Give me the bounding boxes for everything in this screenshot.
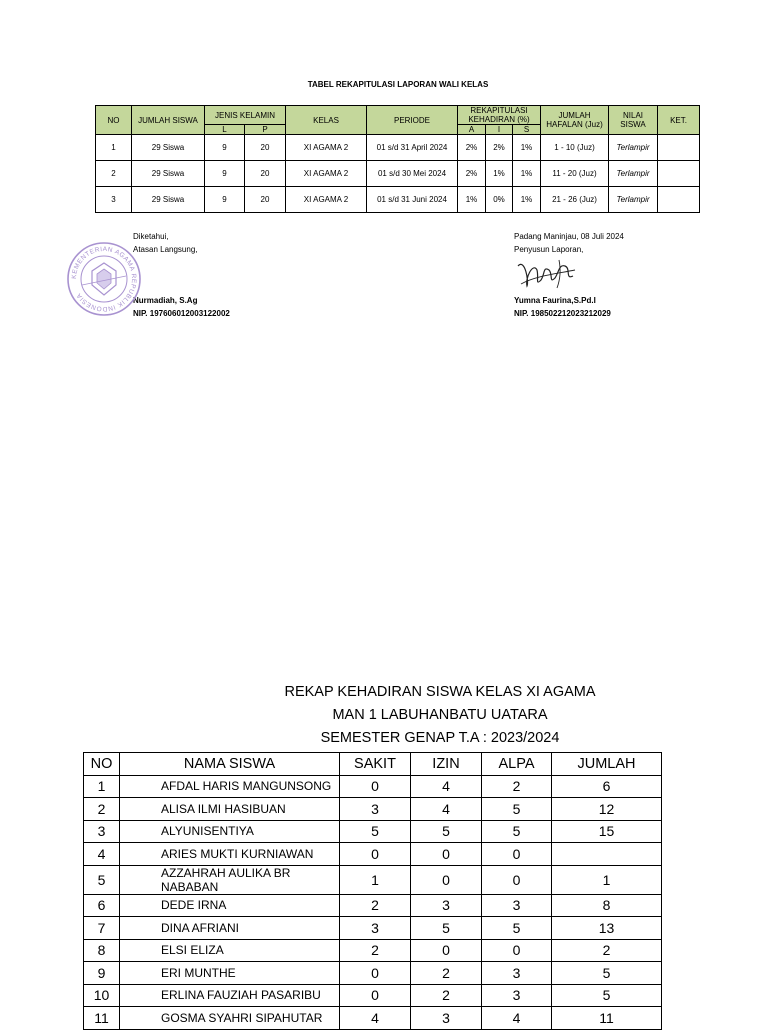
table-row [84, 984, 662, 1007]
col-s: S [513, 125, 541, 135]
att-cell-alpa: 5 [482, 798, 552, 821]
att-cell-jumlah: 5 [552, 984, 662, 1007]
table-row [84, 843, 662, 866]
col-p: P [245, 125, 286, 135]
left-sig-nip: NIP. 197606012003122002 [133, 308, 230, 318]
col-jenis-kelamin: JENIS KELAMIN [205, 106, 286, 125]
col-hafalan [541, 106, 609, 135]
att-cell-no: 5 [84, 865, 120, 894]
recap-row [96, 161, 700, 187]
att-cell-no: 10 [84, 984, 120, 1007]
recap-cell-jumlah: 29 Siswa [132, 135, 205, 161]
recap-cell-ket [658, 187, 700, 213]
left-signature-block [133, 231, 198, 256]
recap-cell-nilai: Terlampir [609, 161, 658, 187]
recap-cell-periode: 01 s/d 30 Mei 2024 [367, 161, 458, 187]
hafalan-line1: JUMLAH [558, 111, 591, 120]
att-cell-nama: ALYUNISENTIYA [120, 820, 340, 843]
right-sig-nip: NIP. 198502212023212029 [514, 308, 611, 318]
att-cell-izin: 4 [411, 798, 482, 821]
att-cell-alpa: 5 [482, 820, 552, 843]
col-nilai [609, 106, 658, 135]
att-cell-izin: 3 [411, 1007, 482, 1030]
att-cell-izin: 4 [411, 775, 482, 798]
col-ket: KET. [658, 106, 700, 135]
left-signer [133, 295, 230, 320]
recap-cell-l: 9 [205, 135, 245, 161]
att-cell-nama: ELSI ELIZA [120, 939, 340, 962]
att-col-alpa: ALPA [482, 753, 552, 776]
recap-cell-no: 1 [96, 135, 132, 161]
handwritten-signature-icon [515, 256, 577, 290]
col-l: L [205, 125, 245, 135]
recap-cell-kelas: XI AGAMA 2 [286, 161, 367, 187]
left-sig-line2: Atasan Langsung, [133, 244, 198, 254]
att-cell-alpa: 5 [482, 917, 552, 940]
table-row [84, 939, 662, 962]
att-cell-izin: 5 [411, 917, 482, 940]
att-cell-izin: 0 [411, 939, 482, 962]
recap-cell-kelas: XI AGAMA 2 [286, 135, 367, 161]
att-cell-nama: ERLINA FAUZIAH PASARIBU [120, 984, 340, 1007]
col-kelas: KELAS [286, 106, 367, 135]
attendance-table [83, 752, 662, 1030]
att-cell-no: 6 [84, 894, 120, 917]
recap-cell-a: 1% [458, 187, 486, 213]
recap-cell-a: 2% [458, 135, 486, 161]
recap-cell-nilai: Terlampir [609, 187, 658, 213]
att-cell-jumlah: 6 [552, 775, 662, 798]
att-cell-alpa: 0 [482, 865, 552, 894]
att-cell-alpa: 3 [482, 894, 552, 917]
table-row [84, 775, 662, 798]
recap-cell-p: 20 [245, 161, 286, 187]
att-col-jumlah: JUMLAH [552, 753, 662, 776]
official-stamp-icon [66, 241, 142, 317]
recap-cell-i: 0% [486, 187, 513, 213]
recap-cell-nilai: Terlampir [609, 135, 658, 161]
att-cell-sakit: 1 [340, 865, 411, 894]
att-cell-jumlah [552, 843, 662, 866]
att-col-no: NO [84, 753, 120, 776]
nilai-line2: SISWA [620, 120, 646, 129]
recap-table [95, 105, 700, 213]
att-cell-nama: ALISA ILMI HASIBUAN [120, 798, 340, 821]
recap-cell-jumlah: 29 Siswa [132, 187, 205, 213]
att-cell-sakit: 0 [340, 843, 411, 866]
col-jumlah-siswa: JUMLAH SISWA [132, 106, 205, 135]
recap-cell-p: 20 [245, 187, 286, 213]
att-cell-nama: AZZAHRAH AULIKA BR NABABAN [120, 865, 340, 894]
right-signer [514, 295, 611, 320]
recap-cell-ket [658, 135, 700, 161]
att-cell-alpa: 4 [482, 1007, 552, 1030]
table-row [84, 894, 662, 917]
table-row [84, 865, 662, 894]
recap-cell-hafalan: 11 - 20 (Juz) [541, 161, 609, 187]
recap-cell-i: 2% [486, 135, 513, 161]
att-col-nama: NAMA SISWA [120, 753, 340, 776]
att-cell-alpa: 0 [482, 939, 552, 962]
attendance-title-2: MAN 1 LABUHANBATU UATARA [332, 707, 548, 723]
att-cell-sakit: 3 [340, 798, 411, 821]
recap-cell-ket [658, 161, 700, 187]
table-row [84, 1007, 662, 1030]
recap-cell-hafalan: 1 - 10 (Juz) [541, 135, 609, 161]
att-cell-no: 3 [84, 820, 120, 843]
att-cell-jumlah: 11 [552, 1007, 662, 1030]
recap-cell-s: 1% [513, 187, 541, 213]
col-rekapitulasi [458, 106, 541, 125]
att-cell-izin: 5 [411, 820, 482, 843]
recap-cell-jumlah: 29 Siswa [132, 161, 205, 187]
att-cell-jumlah: 2 [552, 939, 662, 962]
att-cell-alpa: 3 [482, 984, 552, 1007]
report-title: TABEL REKAPITULASI LAPORAN WALI KELAS [307, 80, 489, 89]
table-row [84, 917, 662, 940]
right-sig-name: Yumna Faurina,S.Pd.I [514, 296, 596, 305]
table-row [84, 820, 662, 843]
recap-cell-p: 20 [245, 135, 286, 161]
att-cell-izin: 0 [411, 865, 482, 894]
right-sig-line2: Penyusun Laporan, [514, 244, 584, 254]
att-cell-no: 7 [84, 917, 120, 940]
left-sig-name: Nurmadiah, S.Ag [133, 296, 198, 305]
recap-cell-hafalan: 21 - 26 (Juz) [541, 187, 609, 213]
recap-row [96, 135, 700, 161]
att-cell-jumlah: 15 [552, 820, 662, 843]
recap-cell-a: 2% [458, 161, 486, 187]
att-cell-izin: 2 [411, 984, 482, 1007]
recap-cell-kelas: XI AGAMA 2 [286, 187, 367, 213]
att-cell-sakit: 2 [340, 894, 411, 917]
svg-text:KEMENTERIAN AGAMA REPUBLIK IND: KEMENTERIAN AGAMA REPUBLIK INDONESIA [70, 245, 138, 313]
att-cell-alpa: 0 [482, 843, 552, 866]
att-cell-no: 8 [84, 939, 120, 962]
att-cell-jumlah: 8 [552, 894, 662, 917]
recap-cell-periode: 01 s/d 31 Juni 2024 [367, 187, 458, 213]
att-cell-nama: ERI MUNTHE [120, 962, 340, 985]
att-cell-alpa: 3 [482, 962, 552, 985]
recap-cell-l: 9 [205, 161, 245, 187]
att-cell-sakit: 0 [340, 984, 411, 1007]
att-cell-nama: GOSMA SYAHRI SIPAHUTAR [120, 1007, 340, 1030]
recap-cell-s: 1% [513, 135, 541, 161]
att-cell-alpa: 2 [482, 775, 552, 798]
att-cell-no: 4 [84, 843, 120, 866]
table-row [84, 962, 662, 985]
att-cell-sakit: 0 [340, 775, 411, 798]
recap-cell-s: 1% [513, 161, 541, 187]
col-no: NO [96, 106, 132, 135]
nilai-line1: NILAI [623, 111, 644, 120]
att-cell-no: 11 [84, 1007, 120, 1030]
recap-cell-no: 2 [96, 161, 132, 187]
recap-cell-periode: 01 s/d 31 April 2024 [367, 135, 458, 161]
att-cell-nama: AFDAL HARIS MANGUNSONG [120, 775, 340, 798]
att-cell-jumlah: 1 [552, 865, 662, 894]
hafalan-line2: HAFALAN (Juz) [546, 120, 603, 129]
att-cell-nama: DEDE IRNA [120, 894, 340, 917]
recap-cell-no: 3 [96, 187, 132, 213]
right-sig-line1: Padang Maninjau, 08 Juli 2024 [514, 232, 624, 241]
col-i: I [486, 125, 513, 135]
recap-cell-i: 1% [486, 161, 513, 187]
att-cell-izin: 3 [411, 894, 482, 917]
att-cell-izin: 2 [411, 962, 482, 985]
att-cell-no: 1 [84, 775, 120, 798]
right-signature-block [514, 231, 624, 256]
att-cell-sakit: 5 [340, 820, 411, 843]
col-periode: PERIODE [367, 106, 458, 135]
att-cell-sakit: 3 [340, 917, 411, 940]
att-cell-no: 2 [84, 798, 120, 821]
att-cell-nama: ARIES MUKTI KURNIAWAN [120, 843, 340, 866]
left-sig-line1: Diketahui, [133, 232, 169, 241]
rekap-line1: REKAPITULASI [470, 106, 528, 115]
att-cell-nama: DINA AFRIANI [120, 917, 340, 940]
att-cell-no: 9 [84, 962, 120, 985]
att-cell-jumlah: 13 [552, 917, 662, 940]
recap-cell-l: 9 [205, 187, 245, 213]
table-row [84, 798, 662, 821]
attendance-title-1: REKAP KEHADIRAN SISWA KELAS XI AGAMA [284, 684, 596, 700]
att-cell-sakit: 0 [340, 962, 411, 985]
col-a: A [458, 125, 486, 135]
attendance-header-row [84, 753, 662, 776]
rekap-line2: KEHADIRAN (%) [468, 115, 530, 124]
att-cell-jumlah: 12 [552, 798, 662, 821]
attendance-title-3: SEMESTER GENAP T.A : 2023/2024 [320, 730, 560, 746]
recap-header-row [96, 106, 700, 125]
recap-row [96, 187, 700, 213]
att-cell-izin: 0 [411, 843, 482, 866]
att-cell-sakit: 2 [340, 939, 411, 962]
att-col-izin: IZIN [411, 753, 482, 776]
att-cell-sakit: 4 [340, 1007, 411, 1030]
att-cell-jumlah: 5 [552, 962, 662, 985]
att-col-sakit: SAKIT [340, 753, 411, 776]
